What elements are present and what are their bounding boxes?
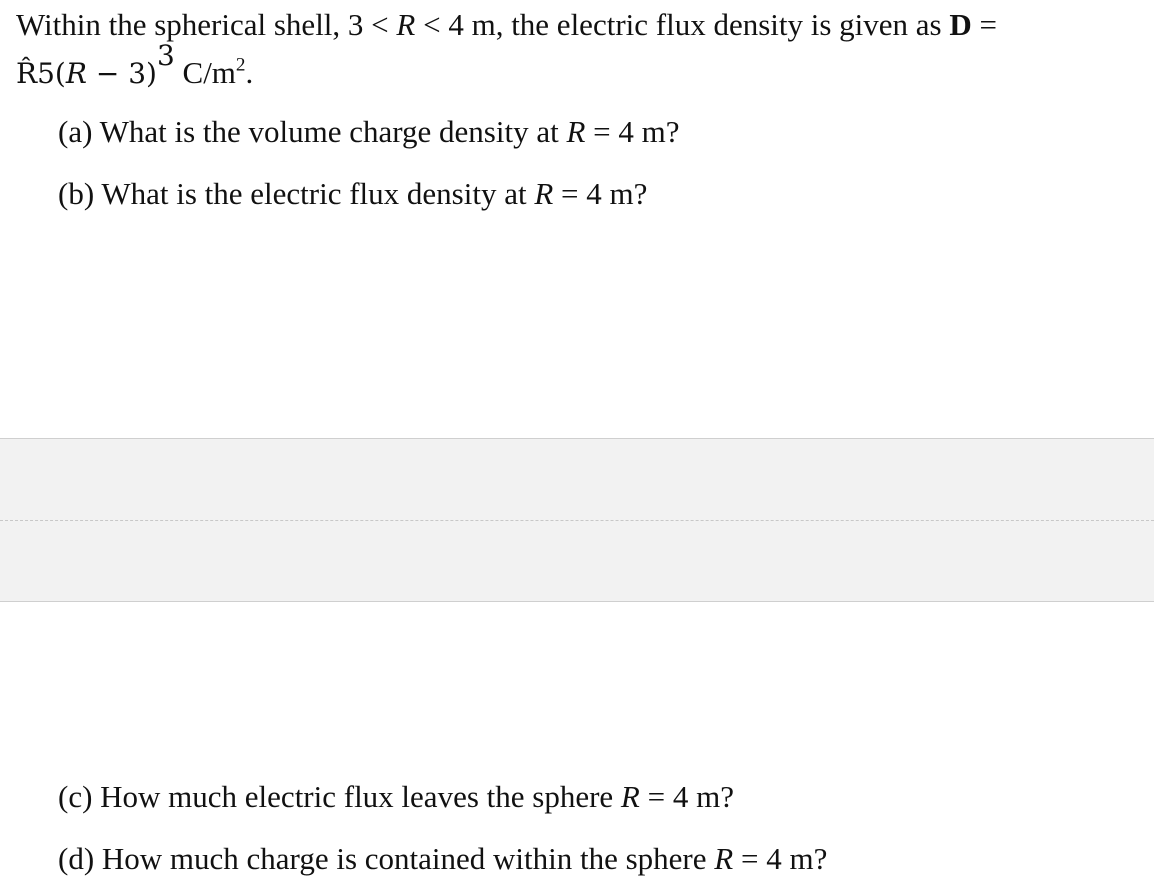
question-d-text: (d) How much charge is contained within the sphere [58, 841, 715, 876]
answer-area[interactable] [0, 438, 1154, 602]
r-hat-unit-vector: R̂ [16, 57, 38, 90]
question-c-variable: R [620, 779, 640, 814]
question-c [58, 778, 734, 816]
variable-r: R [396, 7, 416, 42]
problem-intro-line-2 [16, 38, 254, 93]
unit-text: C/m [174, 55, 236, 90]
question-a [58, 113, 680, 151]
intro-period: . [245, 55, 254, 90]
unit-exponent: 2 [235, 54, 246, 76]
intro-equals: = [971, 7, 997, 42]
question-a-text: (a) What is the volume charge density at [58, 114, 567, 149]
question-b-text: (b) What is the electric flux density at [58, 176, 535, 211]
question-d [58, 840, 827, 878]
question-a-variable: R [566, 114, 586, 149]
question-b [58, 175, 647, 213]
intro-text-lead: Within the spherical shell, 3 < [16, 7, 397, 42]
question-b-suffix: = 4 m? [553, 176, 648, 211]
question-d-variable: R [714, 841, 734, 876]
question-b-variable: R [534, 176, 554, 211]
intro-text-mid: < 4 m, the electric flux density is given as [415, 7, 950, 42]
variable-r: R [65, 57, 87, 90]
expr-exponent: 3 [156, 38, 175, 72]
expr-part-a: 5( [37, 57, 66, 90]
answer-area-divider [0, 520, 1154, 521]
question-c-suffix: = 4 m? [639, 779, 734, 814]
question-a-suffix: = 4 m? [585, 114, 680, 149]
vector-d: D [949, 7, 972, 42]
question-c-text: (c) How much electric flux leaves the sphere [58, 779, 621, 814]
question-d-suffix: = 4 m? [733, 841, 828, 876]
expr-part-b: − 3) [86, 57, 157, 90]
